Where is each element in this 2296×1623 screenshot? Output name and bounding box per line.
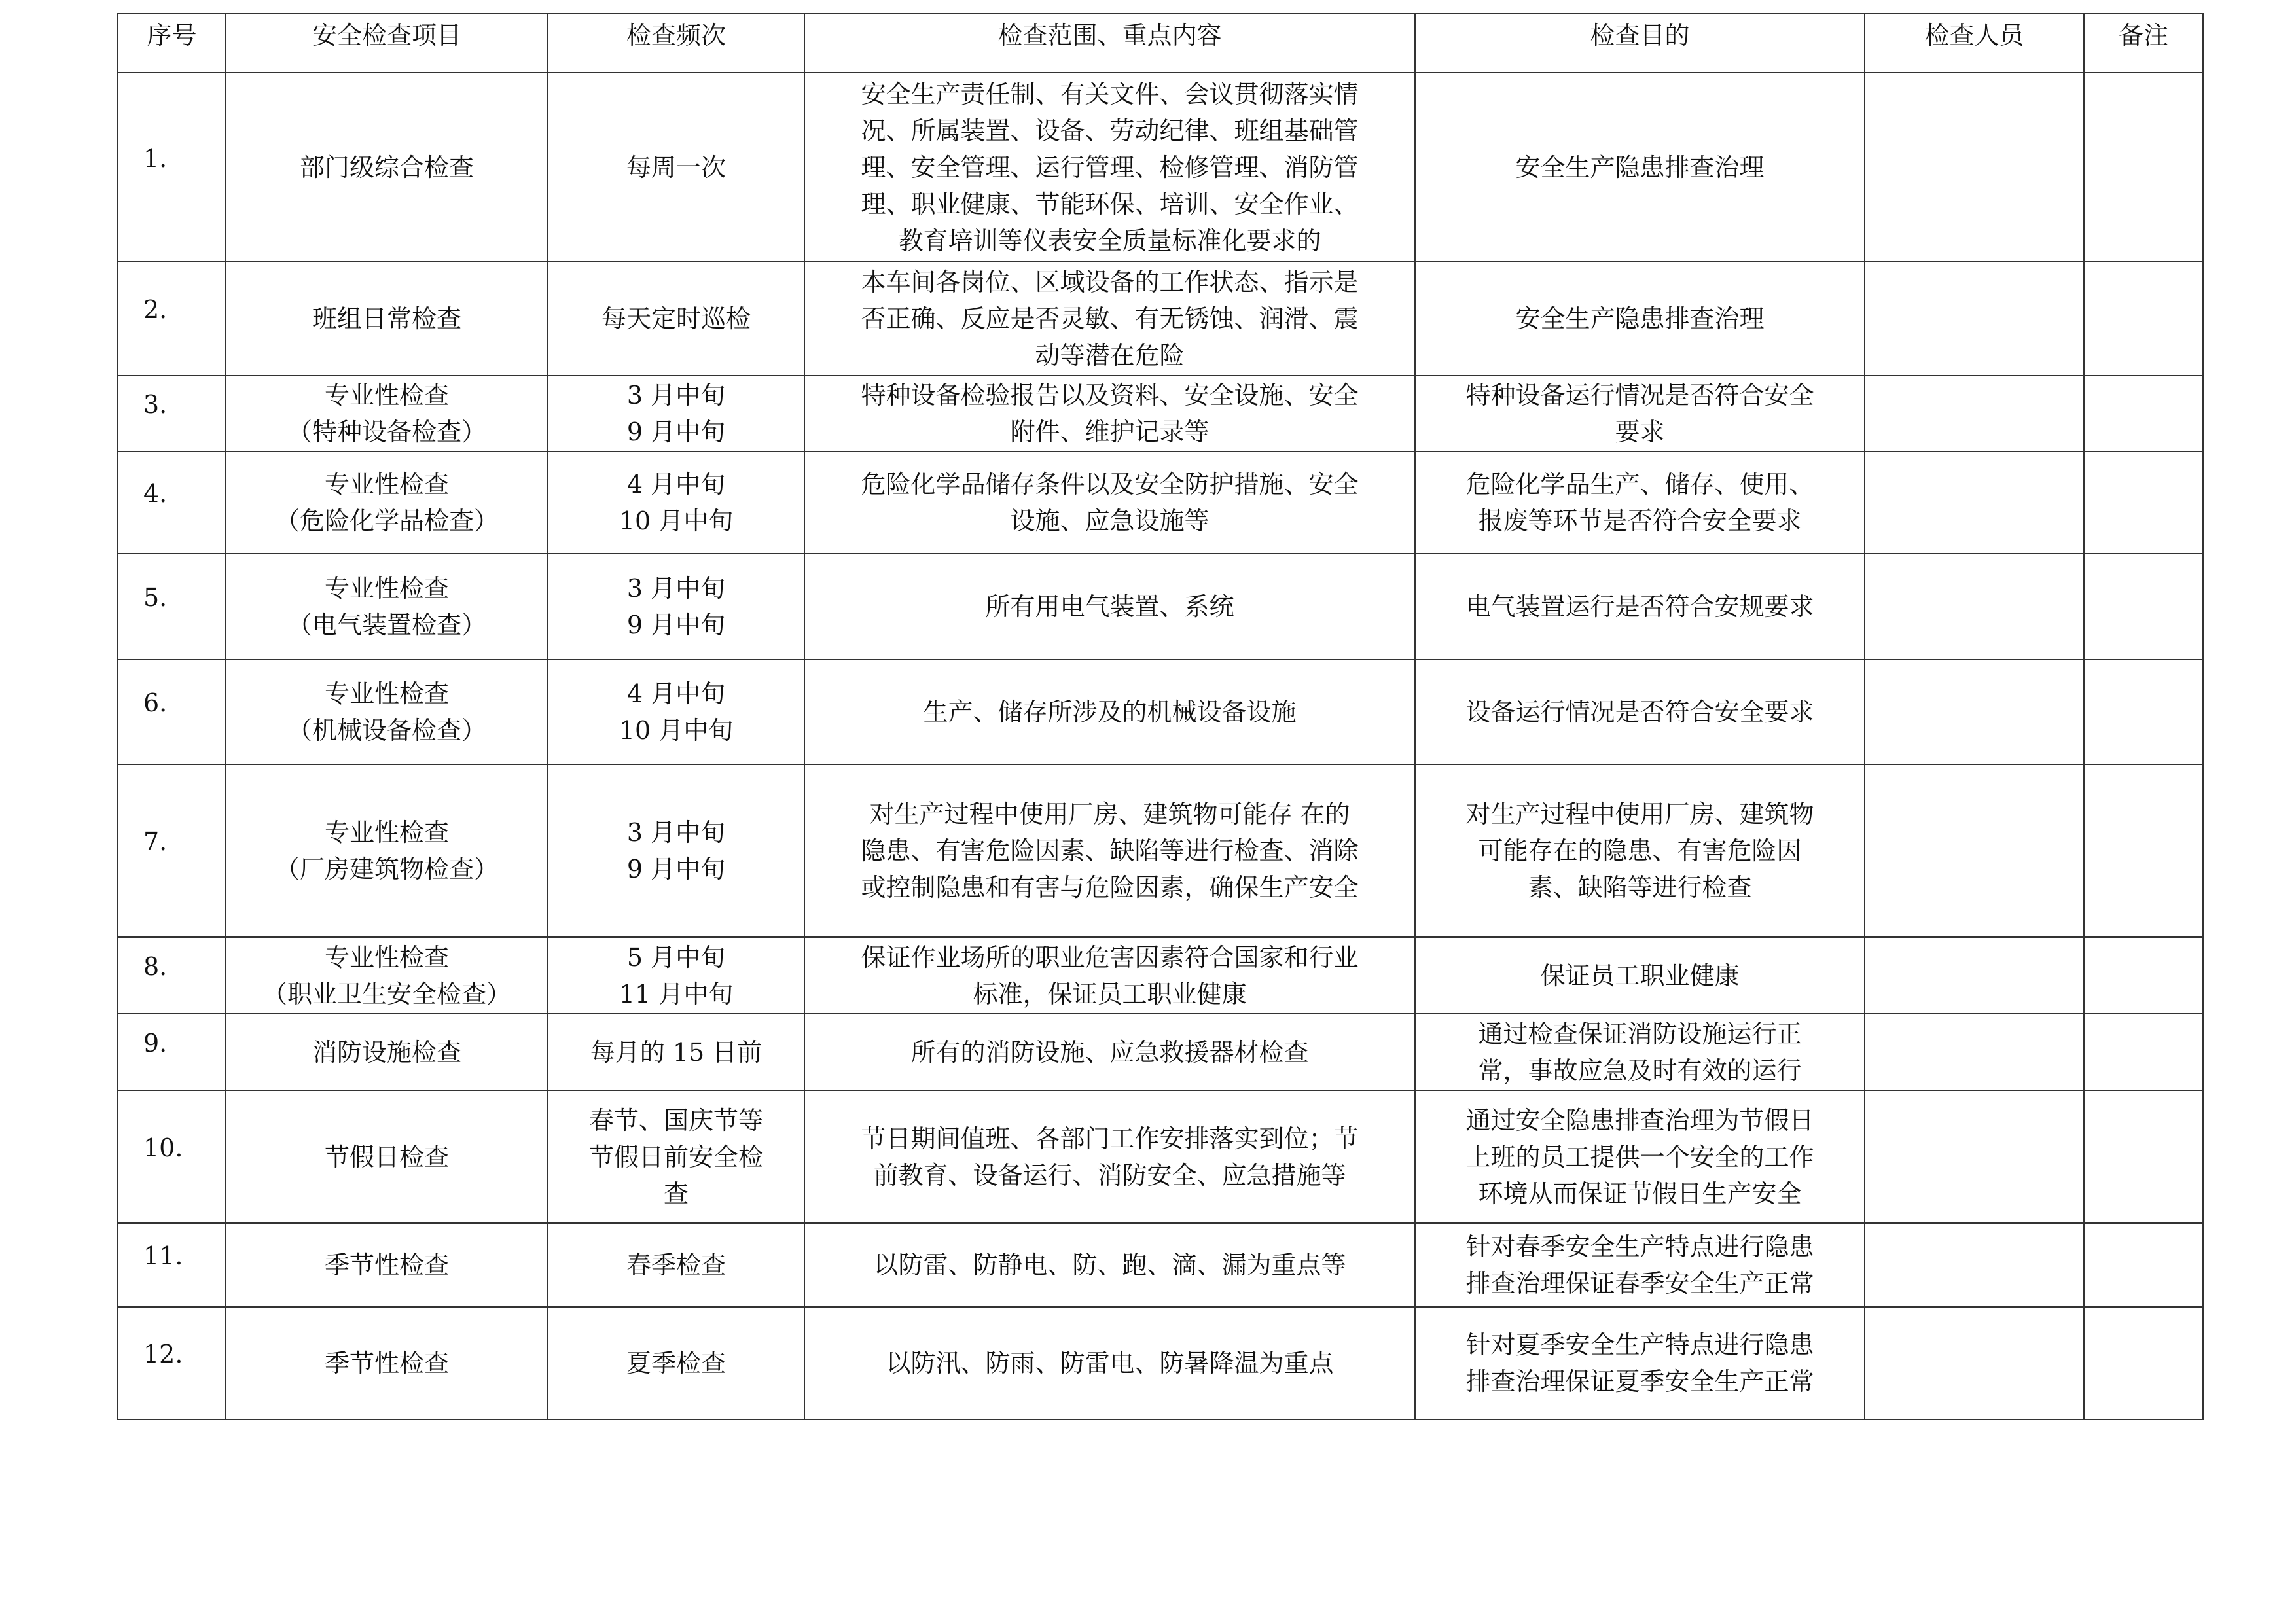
- cell-frequency: [548, 1307, 804, 1419]
- cell-purpose-line: 环境从而保证节假日生产安全: [1478, 1179, 1802, 1208]
- cell-seq: [118, 73, 226, 262]
- cell-item-line: 专业性检查: [324, 679, 449, 708]
- cell-purpose-line: 可能存在的隐患、有害危险因: [1478, 836, 1802, 865]
- cell-seq: [118, 554, 226, 660]
- cell-seq: [118, 376, 226, 452]
- row-number: 11.: [143, 1241, 183, 1270]
- cell-item-line: （危险化学品检查）: [274, 507, 499, 535]
- cell-scope-line: 以防汛、防雨、防雷电、防暑降温为重点: [886, 1349, 1334, 1378]
- cell-seq: [118, 1307, 226, 1419]
- cell-frequency-line: 夏季检查: [626, 1349, 726, 1378]
- cell-frequency-line: 9 月中旬: [626, 855, 726, 883]
- cell-frequency-line: 3 月中旬: [626, 381, 726, 410]
- cell-inspector: [1865, 764, 2084, 937]
- table-row: [118, 1223, 2203, 1307]
- cell-frequency-line: 春节、国庆节等: [588, 1105, 763, 1135]
- cell-note: [2084, 1090, 2203, 1223]
- header-note: 备注: [2084, 14, 2203, 73]
- cell-scope-line: 附件、维护记录等: [1010, 418, 1210, 446]
- cell-purpose-line: 素、缺陷等进行检查: [1528, 873, 1752, 902]
- cell-note: [2084, 262, 2203, 376]
- cell-scope-line: 危险化学品储存条件以及安全防护措施、安全: [861, 470, 1359, 499]
- table-row: [118, 660, 2203, 764]
- cell-frequency: [548, 73, 804, 262]
- cell-item: [226, 1223, 548, 1307]
- cell-frequency-line: 3 月中旬: [626, 818, 726, 847]
- cell-item-line: 专业性检查: [324, 942, 449, 972]
- cell-item-line: （特种设备检查）: [287, 418, 486, 446]
- cell-frequency: [548, 452, 804, 554]
- cell-frequency: [548, 262, 804, 376]
- cell-item-line: 消防设施检查: [312, 1037, 461, 1067]
- cell-purpose: [1415, 1090, 1865, 1223]
- cell-purpose-line: 通过安全隐患排查治理为节假日: [1465, 1105, 1814, 1135]
- cell-inspector: [1865, 73, 2084, 262]
- cell-scope-line: 否正确、反应是否灵敏、有无锈蚀、润滑、震: [861, 304, 1359, 333]
- cell-scope-line: 所有的消防设施、应急救援器材检查: [910, 1037, 1309, 1067]
- cell-frequency-line: 查: [663, 1179, 689, 1208]
- cell-item-line: （电气装置检查）: [287, 611, 486, 639]
- row-number: 1.: [143, 143, 168, 173]
- cell-purpose: [1415, 262, 1865, 376]
- cell-item-line: 专业性检查: [324, 470, 449, 499]
- cell-inspector: [1865, 452, 2084, 554]
- cell-frequency-line: 每周一次: [626, 152, 726, 182]
- row-number: 8.: [143, 952, 168, 981]
- cell-scope: [804, 1307, 1415, 1419]
- cell-seq: [118, 1090, 226, 1223]
- cell-item-line: （职业卫生安全检查）: [262, 979, 511, 1008]
- cell-purpose-line: 常，事故应急及时有效的运行: [1478, 1056, 1802, 1085]
- cell-scope-line: 特种设备检验报告以及资料、安全设施、安全: [861, 381, 1359, 410]
- cell-scope-line: 况、所属装置、设备、劳动纪律、班组基础管: [861, 116, 1359, 145]
- cell-purpose: [1415, 1307, 1865, 1419]
- cell-purpose-line: 针对春季安全生产特点进行隐患: [1465, 1232, 1814, 1261]
- cell-scope-line: 理、安全管理、运行管理、检修管理、消防管: [861, 152, 1359, 182]
- cell-item-line: （机械设备检查）: [287, 716, 486, 745]
- table-body: [118, 73, 2203, 1419]
- table-row: [118, 1014, 2203, 1090]
- cell-scope-line: 以防雷、防静电、防、跑、滴、漏为重点等: [873, 1251, 1346, 1279]
- cell-scope: [804, 764, 1415, 937]
- row-number: 5.: [143, 583, 168, 612]
- table-row: [118, 764, 2203, 937]
- cell-item-line: 季节性检查: [324, 1251, 449, 1279]
- cell-scope: [804, 554, 1415, 660]
- cell-purpose: [1415, 554, 1865, 660]
- cell-scope: [804, 1223, 1415, 1307]
- cell-purpose-line: 危险化学品生产、储存、使用、: [1465, 470, 1814, 499]
- cell-purpose-line: 针对夏季安全生产特点进行隐患: [1465, 1330, 1814, 1359]
- row-number: 2.: [143, 295, 168, 324]
- cell-scope: [804, 1090, 1415, 1223]
- table-row: [118, 554, 2203, 660]
- cell-note: [2084, 937, 2203, 1014]
- cell-note: [2084, 452, 2203, 554]
- cell-frequency-line: 11 月中旬: [619, 979, 734, 1008]
- table-row: [118, 1307, 2203, 1419]
- cell-frequency: [548, 554, 804, 660]
- cell-seq: [118, 1014, 226, 1090]
- cell-item-line: 部门级综合检查: [299, 152, 474, 182]
- cell-scope: [804, 73, 1415, 262]
- cell-scope-line: 动等潜在危险: [1035, 341, 1185, 370]
- cell-item: [226, 764, 548, 937]
- cell-inspector: [1865, 262, 2084, 376]
- cell-purpose-line: 报废等环节是否符合安全要求: [1478, 507, 1802, 535]
- cell-purpose: [1415, 73, 1865, 262]
- cell-scope: [804, 660, 1415, 764]
- cell-frequency: [548, 937, 804, 1014]
- table-row: [118, 376, 2203, 452]
- cell-scope-line: 对生产过程中使用厂房、建筑物可能存 在的: [869, 800, 1350, 829]
- cell-note: [2084, 1307, 2203, 1419]
- table-row: [118, 73, 2203, 262]
- cell-note: [2084, 376, 2203, 452]
- cell-purpose: [1415, 937, 1865, 1014]
- cell-purpose-line: 特种设备运行情况是否符合安全: [1465, 381, 1814, 410]
- cell-item-line: 节假日检查: [324, 1142, 449, 1171]
- cell-purpose: [1415, 1014, 1865, 1090]
- cell-frequency-line: 每天定时巡检: [601, 304, 751, 333]
- cell-scope-line: 所有用电气装置、系统: [985, 592, 1234, 621]
- cell-purpose-line: 保证员工职业健康: [1540, 961, 1740, 990]
- table-row: [118, 452, 2203, 554]
- cell-frequency: [548, 376, 804, 452]
- cell-scope-line: 节日期间值班、各部门工作安排落实到位；节: [861, 1124, 1359, 1153]
- cell-inspector: [1865, 1090, 2084, 1223]
- cell-inspector: [1865, 660, 2084, 764]
- cell-item: [226, 660, 548, 764]
- header-frequency: 检查频次: [548, 14, 804, 73]
- cell-frequency-line: 节假日前安全检: [588, 1142, 763, 1171]
- cell-frequency: [548, 1090, 804, 1223]
- cell-note: [2084, 1223, 2203, 1307]
- cell-note: [2084, 660, 2203, 764]
- cell-scope-line: 前教育、设备运行、消防安全、应急措施等: [873, 1160, 1346, 1190]
- row-number: 7.: [143, 827, 168, 856]
- cell-purpose-line: 上班的员工提供一个安全的工作: [1465, 1142, 1814, 1171]
- cell-scope-line: 隐患、有害危险因素、缺陷等进行检查、消除: [861, 836, 1359, 865]
- cell-item-line: 专业性检查: [324, 818, 449, 847]
- cell-scope: [804, 262, 1415, 376]
- cell-purpose-line: 电气装置运行是否符合安规要求: [1465, 592, 1814, 621]
- cell-scope: [804, 376, 1415, 452]
- cell-frequency-line: 9 月中旬: [626, 611, 726, 639]
- cell-scope: [804, 1014, 1415, 1090]
- cell-item-line: 季节性检查: [324, 1349, 449, 1378]
- row-number: 3.: [143, 390, 168, 419]
- cell-scope-line: 或控制隐患和有害与危险因素，确保生产安全: [861, 873, 1359, 902]
- table-row: [118, 937, 2203, 1014]
- cell-scope-line: 理、职业健康、节能环保、培训、安全作业、: [861, 189, 1359, 219]
- cell-frequency-line: 每月的 15 日前: [590, 1037, 762, 1067]
- cell-inspector: [1865, 554, 2084, 660]
- cell-purpose-line: 排查治理保证夏季安全生产正常: [1465, 1367, 1814, 1396]
- cell-frequency: [548, 660, 804, 764]
- cell-item: [226, 452, 548, 554]
- cell-scope: [804, 452, 1415, 554]
- header-scope: 检查范围、重点内容: [804, 14, 1415, 73]
- cell-item-line: （厂房建筑物检查）: [274, 855, 499, 883]
- cell-frequency-line: 5 月中旬: [626, 942, 726, 972]
- cell-purpose-line: 安全生产隐患排查治理: [1515, 304, 1765, 333]
- cell-frequency: [548, 1223, 804, 1307]
- cell-frequency: [548, 1014, 804, 1090]
- cell-purpose: [1415, 660, 1865, 764]
- header-item: 安全检查项目: [226, 14, 548, 73]
- table-header-row: [118, 14, 2203, 73]
- cell-purpose: [1415, 376, 1865, 452]
- cell-note: [2084, 73, 2203, 262]
- cell-purpose: [1415, 764, 1865, 937]
- cell-inspector: [1865, 1014, 2084, 1090]
- cell-scope-line: 安全生产责任制、有关文件、会议贯彻落实情: [861, 79, 1359, 109]
- cell-scope-line: 生产、储存所涉及的机械设备设施: [923, 698, 1297, 726]
- row-number: 12.: [143, 1340, 183, 1368]
- cell-frequency-line: 10 月中旬: [619, 716, 734, 745]
- header-purpose: 检查目的: [1415, 14, 1865, 73]
- cell-item-line: 专业性检查: [324, 381, 449, 410]
- cell-frequency: [548, 764, 804, 937]
- cell-scope-line: 设施、应急设施等: [1010, 507, 1210, 535]
- cell-purpose-line: 对生产过程中使用厂房、建筑物: [1465, 800, 1814, 829]
- cell-note: [2084, 1014, 2203, 1090]
- cell-item: [226, 376, 548, 452]
- cell-purpose-line: 要求: [1615, 418, 1665, 446]
- header-inspector: 检查人员: [1865, 14, 2084, 73]
- table-row: [118, 262, 2203, 376]
- cell-purpose-line: 通过检查保证消防设施运行正: [1478, 1019, 1802, 1048]
- cell-frequency-line: 4 月中旬: [626, 679, 726, 708]
- cell-item: [226, 1090, 548, 1223]
- cell-scope-line: 教育培训等仪表安全质量标准化要求的: [898, 226, 1321, 255]
- cell-item: [226, 554, 548, 660]
- cell-item: [226, 937, 548, 1014]
- cell-purpose: [1415, 1223, 1865, 1307]
- cell-frequency-line: 春季检查: [626, 1251, 726, 1279]
- cell-purpose-line: 设备运行情况是否符合安全要求: [1465, 698, 1814, 726]
- cell-seq: [118, 262, 226, 376]
- cell-seq: [118, 764, 226, 937]
- cell-scope-line: 标准，保证员工职业健康: [973, 979, 1247, 1008]
- header-seq: 序号: [118, 14, 226, 73]
- cell-seq: [118, 660, 226, 764]
- cell-frequency-line: 9 月中旬: [626, 418, 726, 446]
- cell-inspector: [1865, 937, 2084, 1014]
- cell-note: [2084, 764, 2203, 937]
- cell-purpose-line: 安全生产隐患排查治理: [1515, 152, 1765, 182]
- cell-seq: [118, 1223, 226, 1307]
- row-number: 9.: [143, 1028, 168, 1058]
- cell-purpose-line: 排查治理保证春季安全生产正常: [1465, 1269, 1814, 1298]
- cell-seq: [118, 452, 226, 554]
- cell-frequency-line: 4 月中旬: [626, 470, 726, 499]
- cell-purpose: [1415, 452, 1865, 554]
- safety-inspection-table: [117, 13, 2204, 1420]
- cell-seq: [118, 937, 226, 1014]
- cell-item: [226, 1014, 548, 1090]
- cell-frequency-line: 10 月中旬: [619, 507, 734, 535]
- cell-inspector: [1865, 376, 2084, 452]
- cell-scope: [804, 937, 1415, 1014]
- cell-scope-line: 保证作业场所的职业危害因素符合国家和行业: [861, 942, 1359, 972]
- cell-item: [226, 1307, 548, 1419]
- cell-inspector: [1865, 1223, 2084, 1307]
- row-number: 6.: [143, 688, 168, 717]
- cell-item-line: 专业性检查: [324, 574, 449, 603]
- cell-item: [226, 262, 548, 376]
- table-row: [118, 1090, 2203, 1223]
- cell-note: [2084, 554, 2203, 660]
- cell-item-line: 班组日常检查: [312, 304, 461, 333]
- row-number: 4.: [143, 479, 168, 508]
- cell-scope-line: 本车间各岗位、区域设备的工作状态、指示是: [861, 268, 1359, 296]
- row-number: 10.: [143, 1133, 183, 1162]
- cell-inspector: [1865, 1307, 2084, 1419]
- cell-item: [226, 73, 548, 262]
- cell-frequency-line: 3 月中旬: [626, 574, 726, 603]
